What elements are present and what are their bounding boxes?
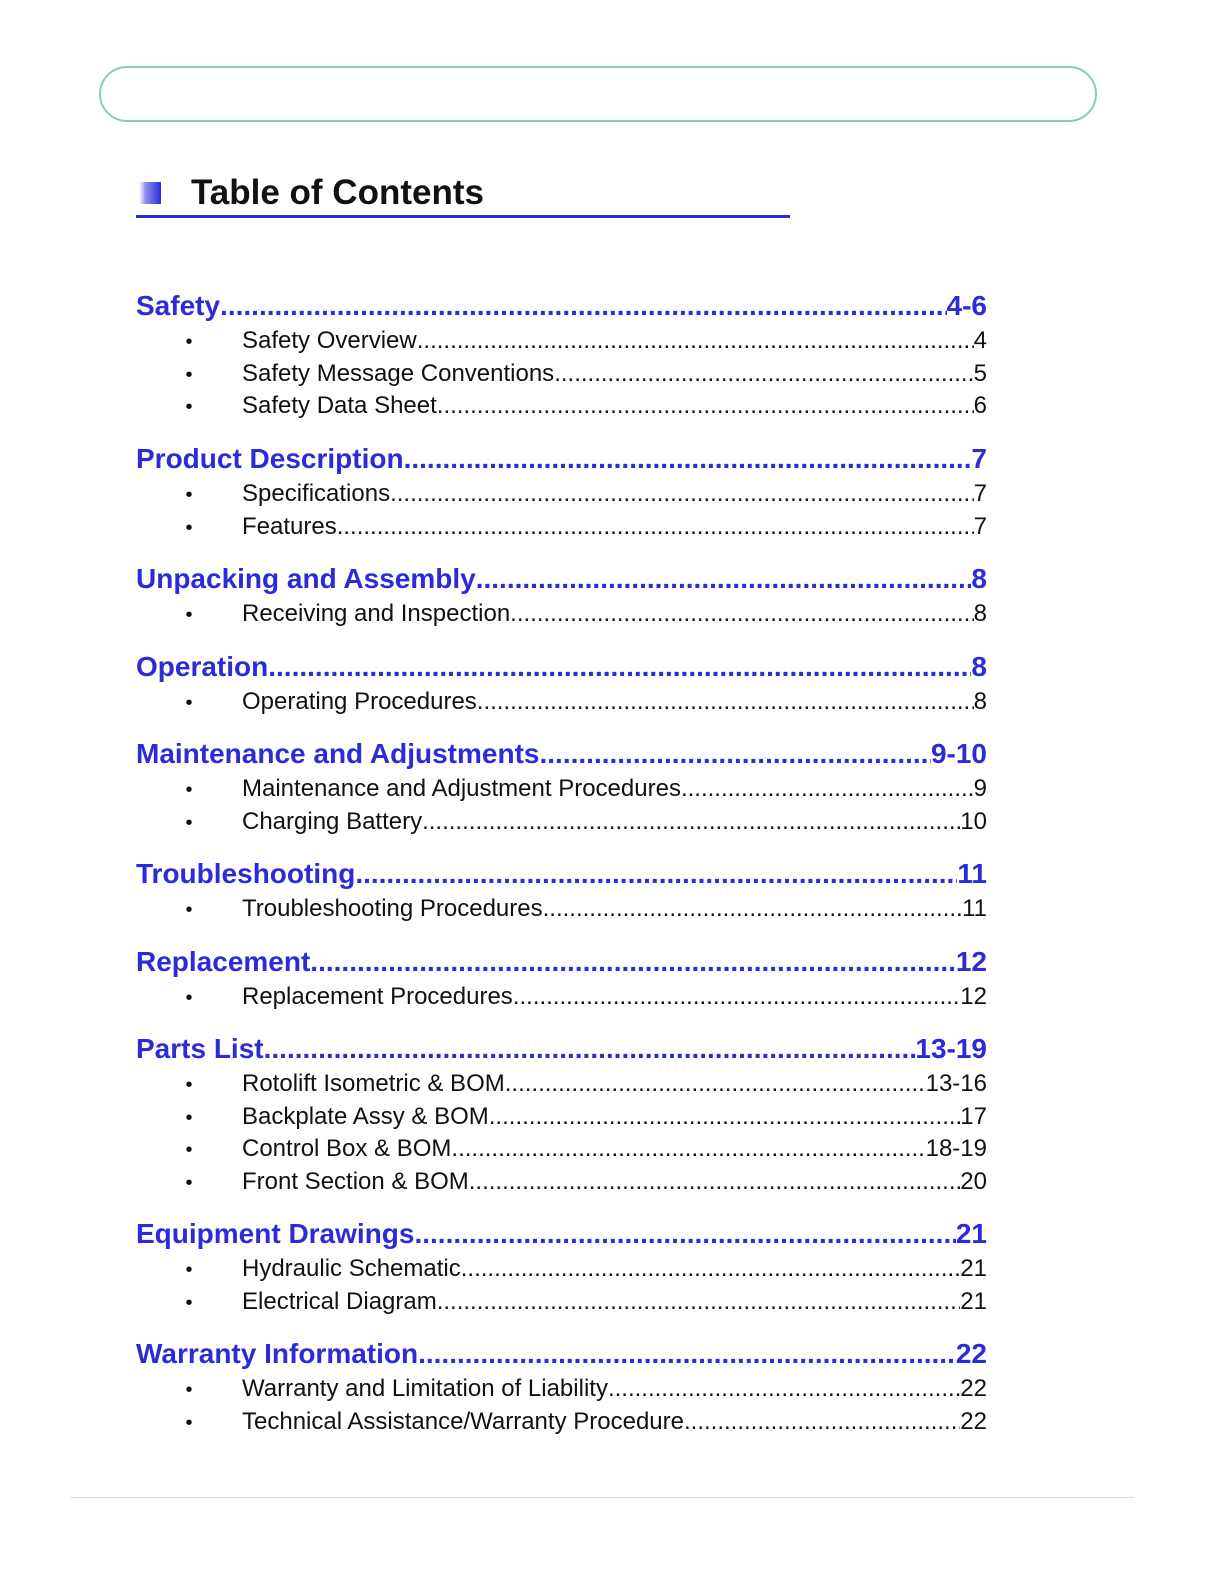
bullet-icon: •: [185, 1074, 193, 1096]
toc-entry[interactable]: [136, 1407, 987, 1437]
toc-section-label: Warranty Information: [136, 1338, 419, 1369]
toc-heading: [136, 172, 790, 218]
toc-section-label: Safety: [136, 290, 221, 321]
dot-leader: [684, 1407, 960, 1437]
toc-entry-page: 21: [960, 1255, 987, 1282]
bullet-icon: •: [185, 1106, 193, 1129]
bullet-icon: •: [185, 779, 193, 801]
dot-leader: [513, 982, 960, 1012]
toc-entry-page: 6: [973, 392, 987, 420]
bullet-icon: •: [185, 604, 193, 626]
toc-entry[interactable]: [136, 391, 987, 421]
bullet-icon: •: [185, 1411, 193, 1434]
toc-entry[interactable]: [136, 359, 987, 389]
bullet-icon: •: [185, 331, 193, 353]
heading-square-icon: [139, 182, 161, 204]
toc-entry[interactable]: [136, 479, 987, 509]
toc-entry[interactable]: [136, 1374, 987, 1404]
toc-section-page: 8: [971, 563, 987, 594]
toc-entry[interactable]: [136, 512, 987, 542]
toc-section-page: 7: [971, 443, 987, 474]
toc-entry-page: 9: [973, 775, 987, 802]
toc-entry-page: 22: [960, 1375, 987, 1402]
toc-entry-page: 11: [962, 895, 987, 922]
dot-leader: [437, 391, 974, 421]
toc-entry-label: Front Section & BOM: [242, 1168, 469, 1196]
header-band: [99, 66, 1097, 122]
toc-entry[interactable]: [136, 894, 987, 924]
toc-entry-label: Warranty and Limitation of Liability: [242, 1375, 608, 1402]
toc-section-page: 22: [955, 1338, 987, 1369]
toc-section-label: Unpacking and Assembly: [136, 563, 476, 594]
dot-leader: [608, 1374, 960, 1404]
bullet-icon: •: [185, 899, 193, 921]
toc-section-label: Maintenance and Adjustments: [136, 738, 540, 769]
toc-section[interactable]: [136, 441, 987, 477]
dot-leader: [422, 807, 960, 837]
dot-leader: [469, 1167, 961, 1197]
toc-entry-label: Safety Overview: [242, 327, 417, 354]
bullet-icon: •: [185, 987, 193, 1009]
bullet-icon: •: [185, 811, 193, 834]
toc-entry-page: 17: [960, 1102, 987, 1130]
dot-leader: [337, 512, 974, 542]
toc-section-page: 12: [955, 946, 987, 977]
dot-leader: [220, 288, 946, 324]
dot-leader: [451, 1134, 925, 1164]
dot-leader: [404, 441, 972, 477]
toc-section-label: Troubleshooting: [136, 858, 356, 889]
toc-entry-page: 21: [960, 1287, 987, 1315]
toc-section[interactable]: [136, 1216, 987, 1252]
dot-leader: [418, 1336, 956, 1372]
bullet-icon: •: [185, 1259, 193, 1281]
dot-leader: [477, 687, 974, 717]
toc-entry-page: 12: [960, 983, 987, 1010]
dot-leader: [681, 774, 974, 804]
toc-section[interactable]: [136, 856, 987, 892]
toc-section-label: Operation: [136, 651, 269, 682]
toc-section-page: 13-19: [915, 1033, 987, 1064]
bullet-icon: •: [185, 1172, 193, 1195]
dot-leader: [264, 1031, 916, 1067]
toc-section-label: Product Description: [136, 443, 404, 474]
footer-divider: [70, 1497, 1134, 1498]
toc-section-label: Parts List: [136, 1033, 264, 1064]
toc-entry-page: 10: [960, 807, 987, 835]
bullet-icon: •: [185, 1291, 193, 1314]
toc-entry-page: 7: [973, 480, 987, 507]
toc-entry-label: Features: [242, 512, 337, 540]
toc-entry[interactable]: [136, 326, 987, 356]
toc-entry[interactable]: [136, 1167, 987, 1197]
toc-entry[interactable]: [136, 1254, 987, 1284]
dot-leader: [268, 649, 971, 685]
toc-section[interactable]: [136, 736, 987, 772]
toc-entry-page: 5: [973, 359, 987, 387]
toc-section-page: 8: [971, 651, 987, 682]
toc-entry[interactable]: [136, 774, 987, 804]
toc-section-label: Equipment Drawings: [136, 1218, 415, 1249]
bullet-icon: •: [185, 1379, 193, 1401]
dot-leader: [476, 561, 972, 597]
dot-leader: [417, 326, 974, 356]
toc-entry-label: Replacement Procedures: [242, 983, 513, 1010]
dot-leader: [543, 894, 962, 924]
toc-entry-page: 7: [973, 512, 987, 540]
toc-entry-label: Specifications: [242, 480, 391, 507]
dot-leader: [554, 359, 973, 389]
toc-entry-label: Technical Assistance/Warranty Procedure: [242, 1407, 684, 1435]
toc-entry-page: 20: [960, 1168, 987, 1196]
bullet-icon: •: [185, 363, 193, 386]
toc-entry-page: 8: [973, 600, 987, 627]
toc-entry-label: Operating Procedures: [242, 688, 477, 715]
bullet-icon: •: [185, 516, 193, 539]
toc-entry-label: Control Box & BOM: [242, 1135, 452, 1163]
dot-leader: [461, 1254, 961, 1284]
toc-section[interactable]: [136, 288, 987, 324]
toc-entry-page: 18-19: [925, 1135, 987, 1163]
toc-entry-page: 4: [973, 327, 987, 354]
toc-section[interactable]: [136, 1336, 987, 1372]
toc-entry[interactable]: [136, 1287, 987, 1317]
toc-entry[interactable]: [136, 599, 987, 629]
toc-entry[interactable]: [136, 982, 987, 1012]
toc-section-label: Replacement: [136, 946, 311, 977]
dot-leader: [310, 944, 956, 980]
dot-leader: [505, 1069, 926, 1099]
toc-entry-label: Electrical Diagram: [242, 1287, 437, 1315]
dot-leader: [437, 1287, 961, 1317]
toc-section-page: 21: [955, 1218, 987, 1249]
toc-entry[interactable]: [136, 1134, 987, 1164]
toc-entry-page: 8: [973, 688, 987, 715]
toc-entry[interactable]: [136, 687, 987, 717]
toc-entry-label: Rotolift Isometric & BOM: [242, 1070, 505, 1097]
toc-entry-page: 13-16: [925, 1070, 987, 1097]
toc-entry-label: Safety Message Conventions: [242, 359, 555, 387]
toc-section[interactable]: [136, 944, 987, 980]
toc-section[interactable]: [136, 561, 987, 597]
toc-section[interactable]: [136, 649, 987, 685]
toc-section-page: 11: [957, 858, 987, 889]
dot-leader: [489, 1102, 961, 1132]
dot-leader: [390, 479, 974, 509]
toc-section-page: 4-6: [946, 290, 987, 321]
toc-section-page: 9-10: [930, 738, 987, 769]
toc-entry-label: Troubleshooting Procedures: [242, 895, 543, 922]
toc-entry[interactable]: [136, 807, 987, 837]
dot-leader: [355, 856, 957, 892]
bullet-icon: •: [185, 396, 193, 419]
toc-entry-page: 22: [960, 1407, 987, 1435]
toc-entry-label: Charging Battery: [242, 807, 423, 835]
dot-leader: [510, 599, 973, 629]
bullet-icon: •: [185, 692, 193, 714]
toc-entry-label: Backplate Assy & BOM: [242, 1102, 489, 1130]
toc-entry[interactable]: [136, 1102, 987, 1132]
toc-section[interactable]: [136, 1031, 987, 1067]
toc-entry[interactable]: [136, 1069, 987, 1099]
toc-entry-label: Safety Data Sheet: [242, 392, 437, 420]
dot-leader: [414, 1216, 955, 1252]
dot-leader: [539, 736, 930, 772]
toc-entry-label: Hydraulic Schematic: [242, 1255, 461, 1282]
page-title: Table of Contents: [191, 173, 484, 212]
toc-entry-label: Maintenance and Adjustment Procedures: [242, 775, 681, 802]
bullet-icon: •: [185, 484, 193, 506]
bullet-icon: •: [185, 1139, 193, 1162]
toc-entry-label: Receiving and Inspection: [242, 600, 511, 627]
